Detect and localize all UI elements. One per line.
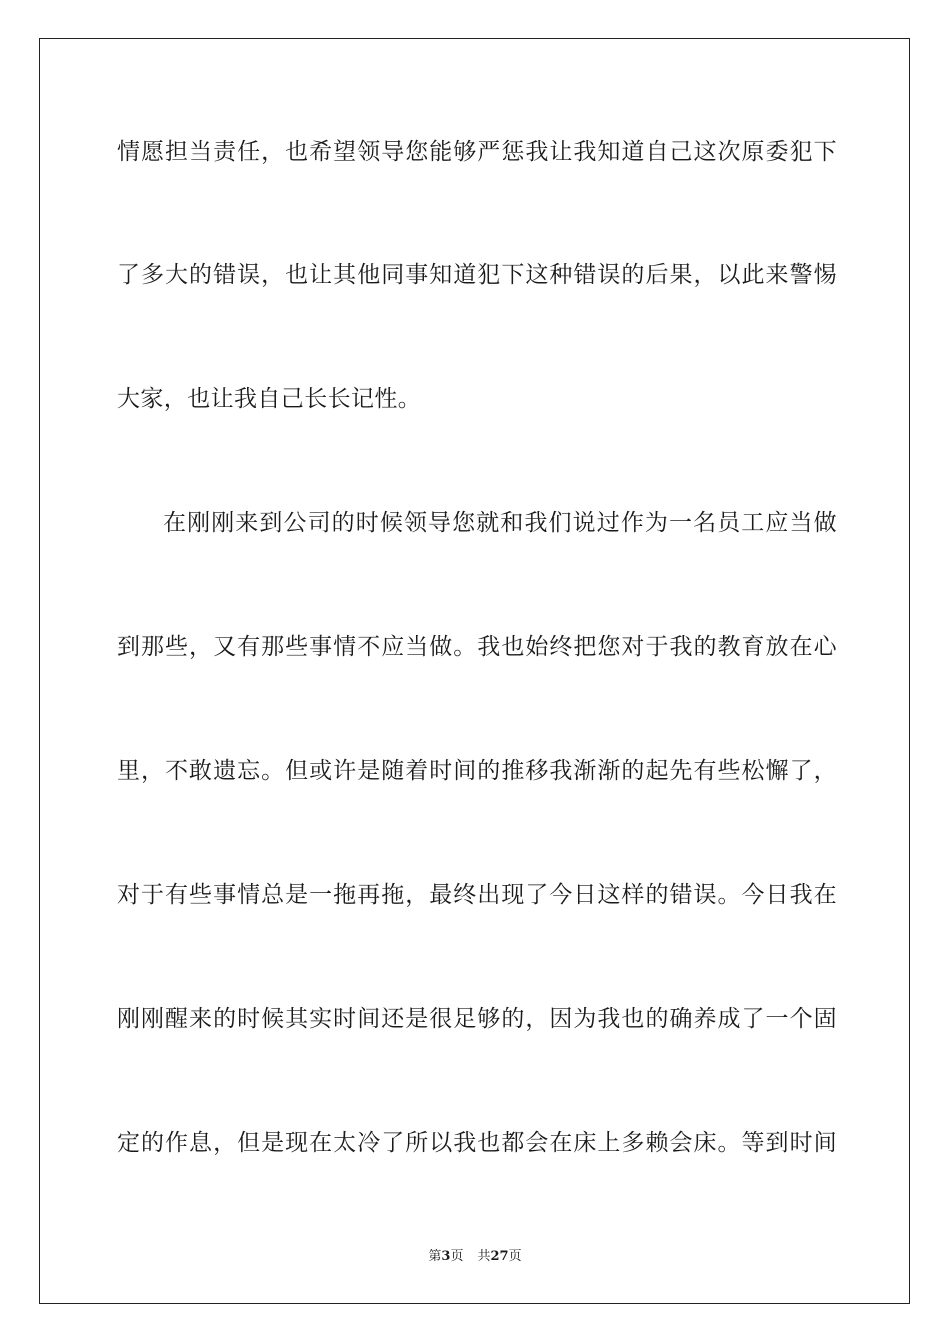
body-text-line: 大家，也让我自己长长记性。 bbox=[117, 386, 422, 412]
page-footer bbox=[0, 1248, 950, 1266]
body-text-line: 了多大的错误，也让其他同事知道犯下这种错误的后果，以此来警惕 bbox=[117, 262, 837, 288]
page-number: 3 bbox=[441, 1249, 451, 1264]
total-prefix: 共 bbox=[477, 1249, 491, 1264]
body-text-line: 到那些，又有那些事情不应当做。我也始终把您对于我的教育放在心 bbox=[117, 634, 837, 660]
body-text-line: 刚刚醒来的时候其实时间还是很足够的，因为我也的确养成了一个固 bbox=[117, 1006, 837, 1032]
page-suffix: 页 bbox=[450, 1249, 464, 1264]
page-border bbox=[39, 38, 910, 1304]
total-pages: 27 bbox=[490, 1249, 509, 1264]
body-text-line: 情愿担当责任，也希望领导您能够严惩我让我知道自己这次原委犯下 bbox=[117, 139, 837, 165]
body-text-line: 里，不敢遗忘。但或许是随着时间的推移我渐渐的起先有些松懈了， bbox=[117, 758, 837, 784]
body-text-line: 在刚刚来到公司的时候领导您就和我们说过作为一名员工应当做 bbox=[163, 510, 837, 536]
total-suffix: 页 bbox=[508, 1249, 522, 1264]
body-text-line: 对于有些事情总是一拖再拖，最终出现了今日这样的错误。今日我在 bbox=[117, 882, 837, 908]
body-text-line: 定的作息，但是现在太冷了所以我也都会在床上多赖会床。等到时间 bbox=[117, 1130, 837, 1156]
page-prefix: 第 bbox=[428, 1249, 442, 1264]
